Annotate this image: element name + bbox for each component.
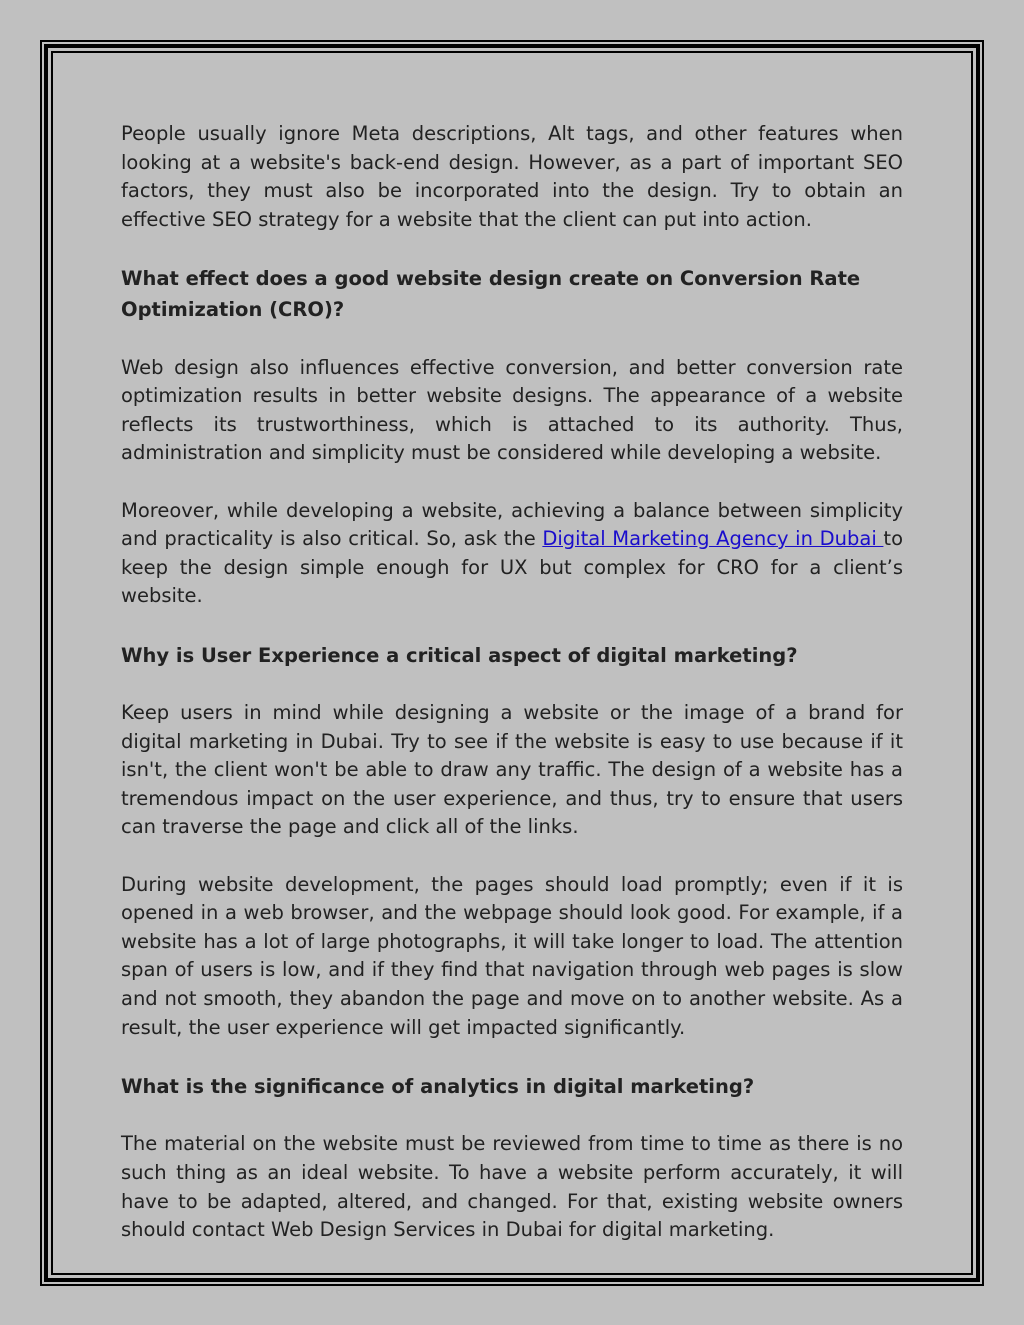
paragraph-simplicity-practicality — [121, 497, 903, 611]
paragraph-website-review: The material on the website must be reviewed from time to time as there is no such thing as an ideal website. To have a website perform accurately, it will have to be adapted, altered, and changed. For that, existing website owners should contact Web Design Services in Dubai for digital marketing. — [121, 1132, 903, 1242]
heading-cro: What effect does a good website design create on Conversion Rate Optimization (CRO)? — [121, 266, 861, 321]
paragraph-web-design-conversion: Web design also influences effective conversion, and better conversion rate optimization results in better website designs. The appearance of a website reflects its trustworthiness, which is attached to its authority. Thus, administration and simplicity must be considered while developing a website. — [121, 355, 903, 465]
paragraph-text-before-link: Moreover, while developing a website, achieving a balance between simplicity and practicality is also critical. So, ask the — [121, 498, 903, 551]
heading-user-experience: Why is User Experience a critical aspect of digital marketing? — [121, 643, 798, 667]
paragraph-users-in-mind: Keep users in mind while designing a website or the image of a brand for digital marketing in Dubai. Try to see if the website is easy to use because if it isn't, the client won't be able to draw any traffic. The design of a website has a tremendous impact on the user experience, and thus, try to ensure that users can traverse the page and click all of the links. — [121, 701, 903, 839]
heading-analytics: What is the significance of analytics in digital marketing? — [121, 1074, 755, 1098]
document-body — [121, 120, 903, 1273]
paragraph-page-load: During website development, the pages should load promptly; even if it is opened in a web browser, and the webpage should look good. For example, if a website has a lot of large photographs, it will take longer to load. The attention span of users is low, and if they find that navigation through web pages is slow and not smooth, they abandon the page and move on to another website. As a result, the user experience will get impacted significantly. — [121, 872, 903, 1039]
paragraph-meta-descriptions: People usually ignore Meta descriptions, Alt tags, and other features when looking at a website's back-end design. However, as a part of important SEO factors, they must also be incorporated into the design. Try to obtain an effective SEO strategy for a website that the client can put into action. — [121, 122, 903, 231]
digital-marketing-agency-link[interactable]: Digital Marketing Agency in Dubai — [542, 527, 884, 551]
paragraph-text-after-link: to keep the design simple enough for UX but complex for CRO for a client’s website. — [121, 527, 903, 608]
